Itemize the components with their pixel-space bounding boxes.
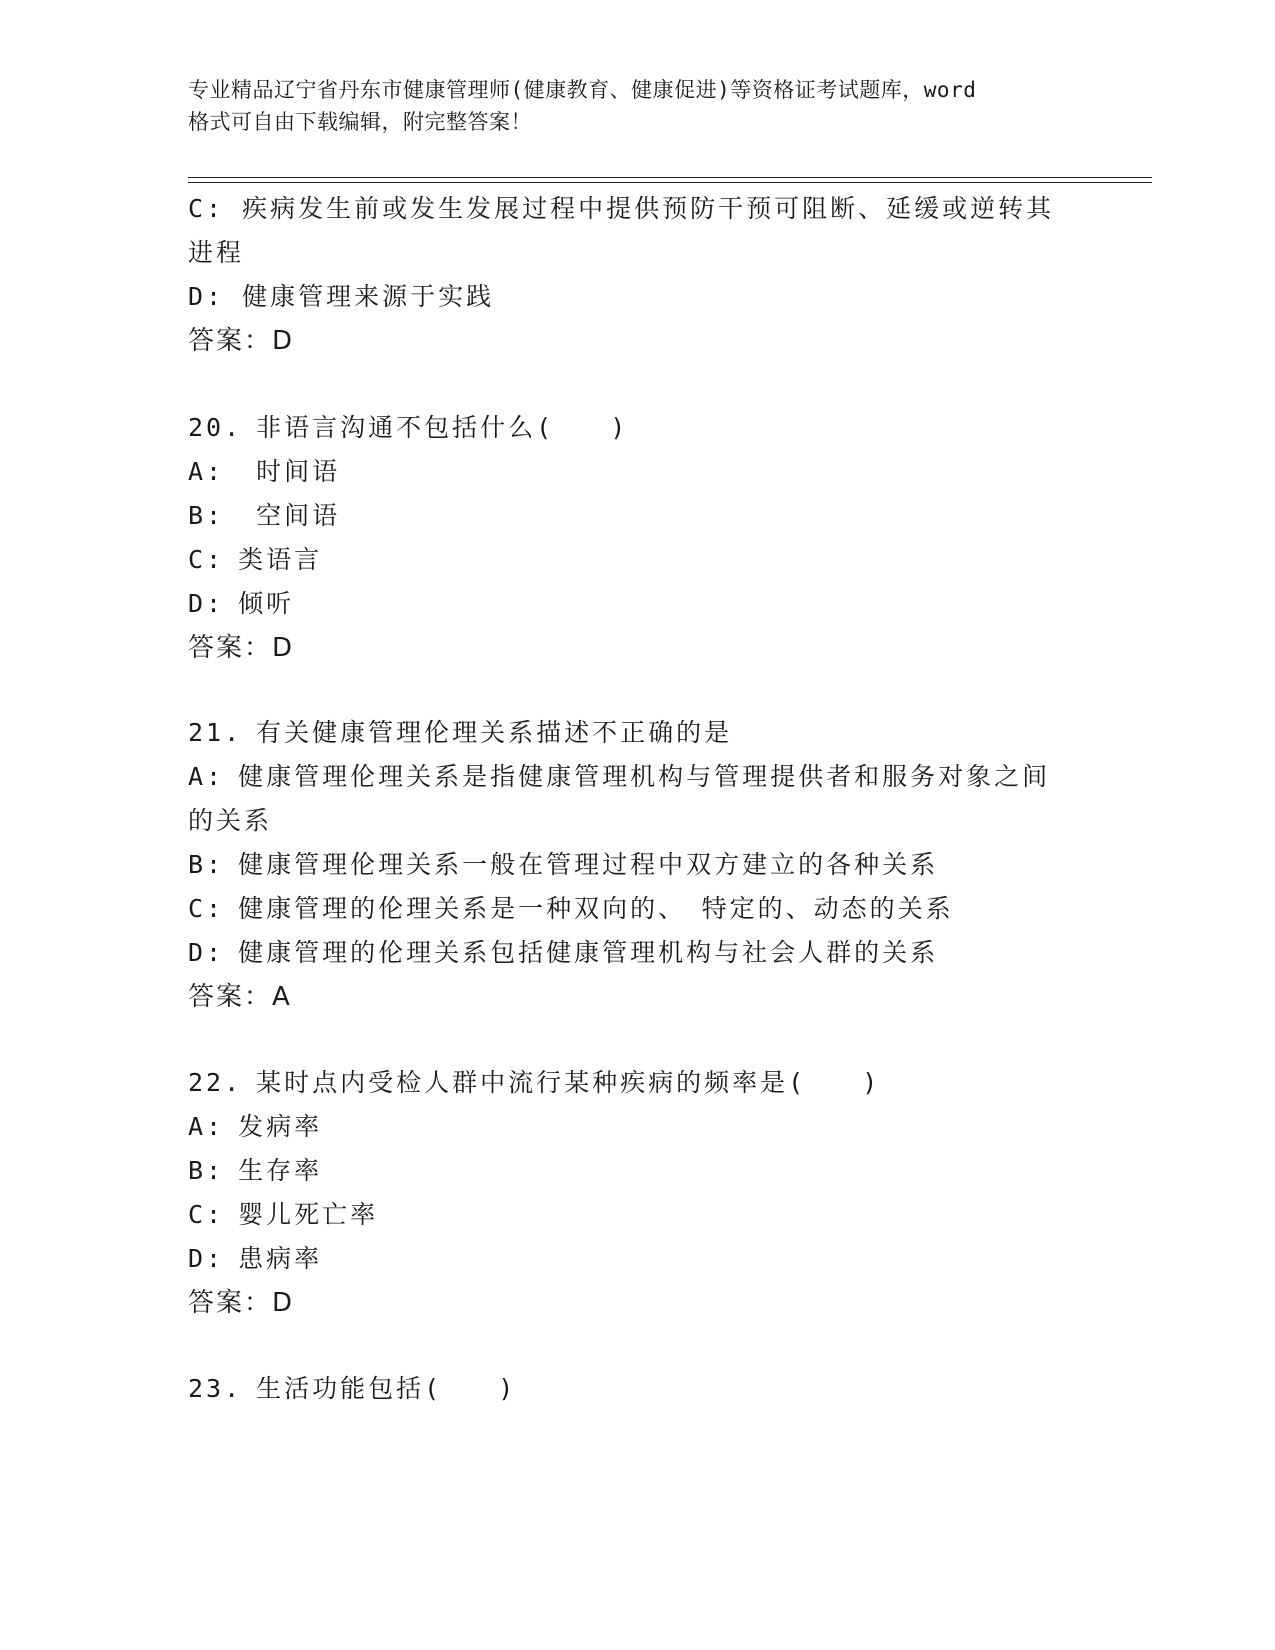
question-23	[188, 1372, 516, 1406]
option-text: 健康管理伦理关系是指健康管理机构与管理提供者和服务对象之间	[238, 762, 1051, 791]
prev-option-d: D: 健康管理来源于实践	[188, 282, 495, 311]
header-line-1: 专业精品辽宁省丹东市健康管理师(健康教育、健康促进)等资格证考试题库，word	[188, 78, 977, 102]
option-text: 生存率	[238, 1156, 323, 1185]
option-text: 发病率	[238, 1112, 323, 1141]
question-text: 生活功能包括( )	[256, 1374, 517, 1403]
option-text: 健康管理伦理关系一般在管理过程中双方建立的各种关系	[238, 850, 939, 879]
prev-option-c-line1: C: 疾病发生前或发生发展过程中提供预防干预可阻断、延缓或逆转其	[188, 194, 1055, 223]
option-text: 类语言	[238, 545, 323, 574]
header-divider-top	[188, 177, 1152, 178]
option-text: 健康管理的伦理关系包括健康管理机构与社会人群的关系	[238, 938, 939, 967]
option-label: C:	[188, 894, 225, 923]
option-label: D:	[188, 938, 225, 967]
q22-option-b	[188, 1154, 322, 1188]
question-21	[188, 716, 732, 750]
q20-option-b	[188, 499, 340, 533]
option-label: A:	[188, 1112, 225, 1141]
option-label: C:	[188, 1200, 225, 1229]
option-text: 倾听	[238, 589, 295, 618]
q21-option-a-continuation: 的关系	[188, 806, 273, 835]
question-22	[188, 1066, 880, 1100]
q21-answer: 答案：A	[188, 982, 292, 1012]
option-label: A:	[188, 762, 225, 791]
q22-option-d	[188, 1242, 322, 1276]
q20-answer: 答案：D	[188, 633, 295, 663]
q20-option-c	[188, 543, 322, 577]
question-number: 21.	[188, 718, 243, 747]
question-text: 有关健康管理伦理关系描述不正确的是	[256, 718, 733, 747]
page-header	[188, 74, 1088, 138]
option-text: 健康管理的伦理关系是一种双向的、 特定的、动态的关系	[238, 894, 954, 923]
q22-option-c	[188, 1198, 378, 1232]
q22-answer: 答案：D	[188, 1288, 295, 1318]
option-label: C:	[188, 545, 225, 574]
option-text: 空间语	[238, 501, 341, 530]
option-text: 婴儿死亡率	[238, 1200, 379, 1229]
q20-option-d	[188, 587, 294, 621]
q20-option-a	[188, 455, 340, 489]
option-label: B:	[188, 501, 225, 530]
question-text: 非语言沟通不包括什么( )	[256, 413, 629, 442]
question-20	[188, 411, 628, 445]
q21-option-a	[188, 760, 1050, 794]
option-text: 患病率	[238, 1244, 323, 1273]
option-label: B:	[188, 1156, 225, 1185]
question-number: 22.	[188, 1068, 243, 1097]
prev-answer: 答案：D	[188, 326, 295, 356]
header-line-2: 格式可自由下载编辑，附完整答案！	[188, 110, 532, 134]
q21-option-b	[188, 848, 938, 882]
option-label: D:	[188, 1244, 225, 1273]
option-label: A:	[188, 457, 225, 486]
option-label: D:	[188, 589, 225, 618]
question-number: 20.	[188, 413, 243, 442]
header-divider-bottom	[188, 182, 1152, 183]
prev-option-c-line2: 进程	[188, 238, 245, 267]
question-number: 23.	[188, 1374, 243, 1403]
q22-option-a	[188, 1110, 322, 1144]
q21-option-c	[188, 892, 954, 926]
option-label: B:	[188, 850, 225, 879]
q21-option-d	[188, 936, 938, 970]
option-text: 时间语	[238, 457, 341, 486]
question-text: 某时点内受检人群中流行某种疾病的频率是( )	[256, 1068, 881, 1097]
